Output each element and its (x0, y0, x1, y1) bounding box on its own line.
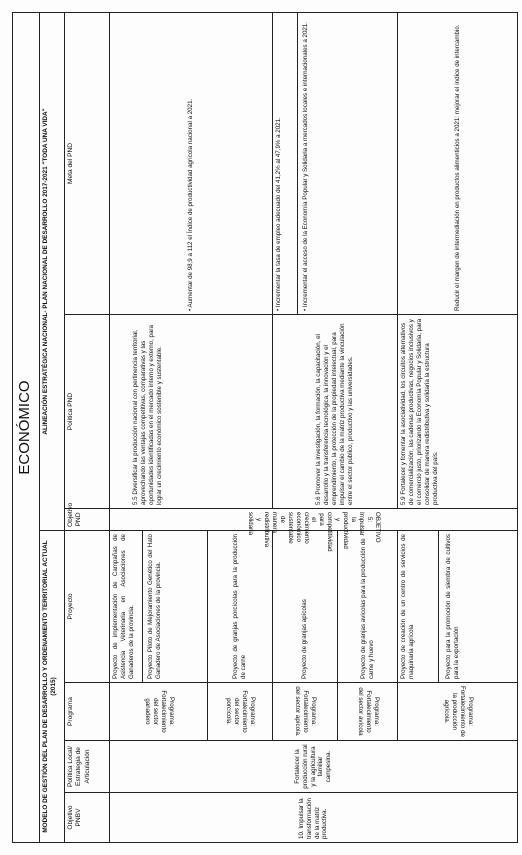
proyecto-agricola-a: Proyecto de creación de un centro de servicios de maquinaria agrícola (400, 534, 415, 679)
col-proyecto: Proyecto (65, 531, 110, 683)
programa-avicola: Programa: Fortalecimiento del sector avícola (356, 687, 380, 736)
proyecto-cell (208, 531, 273, 683)
proyecto-cell (110, 531, 208, 683)
programa-apicola: Programa: Fortalecimiento del sector apícola. (294, 686, 317, 737)
col-politica-pnd: Política PND (65, 315, 110, 509)
programa-cell (398, 683, 518, 741)
politica-pnd-5-6: 5.6 Promover la investigación, la formación, la capacitación, el desarrollo y la transferencia tecnológica, la innovación y el emprendimiento, la protección de la propiedad intelectual, para impulsar el cambio de la matriz productiva mediante la vinculación entre el sector público, productivo y las universidades. (315, 323, 354, 505)
proyecto-ganadero-a: Proyecto de implementación de Campañas de Asistencia Veterinaria en Asociaciones de Ganaderos de la provincia. (112, 534, 135, 679)
politica-local-text: Fortalecer la producción rural y la agricultura familiar campesina. (293, 744, 333, 789)
col-objetivo-pnd: Objetivo PND (65, 509, 110, 531)
programa-porcicola: Programa: Fortalecimiento del sector porcícola. (225, 690, 256, 733)
politica-pnd-cell (398, 315, 518, 509)
objetivo-pnbv-text: 10. Impulsar la transformación de la matriz productiva. (297, 798, 329, 839)
meta-pnd-1: • Aumentar de 98,9 a 112 el Índice de productividad agrícola nacional a 2021. (187, 98, 195, 311)
proyecto-agricola-b: Proyecto para la promoción de siembra de cultivos para la exportación (438, 531, 461, 682)
proyecto-apicola: Proyecto de granjas apícolas (301, 599, 309, 679)
right-header: ALINEACIÓN ESTRATÉGICA NACIONAL- PLAN NACIONAL DE DESARROLLO 2017-2021 "TODA UNA VIDA" (40, 13, 65, 531)
proyecto-ganadero-b: Proyecto Piloto de Mejoramiento Genético del Hato Ganadero de Asociaciones de la provincia. (142, 531, 163, 682)
proyecto-avicola: Proyecto de granjas avícolas para la producción de carne y huevo (359, 538, 375, 679)
proyecto-porcicola: Proyecto de granjas porcícolas para la producción de carne (232, 534, 247, 679)
objetivo-pnbv-cell (110, 793, 518, 843)
programa-cell (273, 683, 338, 741)
meta-pnd-4: Reducir el margen de intermediación en productos alimenticios a 2021: mejorar el índice de intercambio. (453, 24, 461, 311)
programa-ganadero: Programa: Fortalecimiento del sector ganadero (143, 690, 175, 733)
section-title: ECONÓMICO (13, 13, 40, 843)
rotated-table-wrapper (12, 13, 517, 843)
programa-agricola: Programa: Fortalecimiento de la producción agrícola. (442, 686, 474, 737)
politica-pnd-cell (273, 315, 398, 509)
objetivo-pnd-cell (110, 509, 518, 552)
proyecto-cell (273, 531, 338, 683)
col-objetivo-pnbv: Objetivo PNBV (65, 793, 110, 843)
alignment-table (12, 12, 518, 843)
programa-cell (110, 683, 208, 741)
col-meta-pnd: Meta del PND (65, 13, 110, 315)
meta-pnd-3: • Incrementar el acceso de la Economía Popular y Solidaria a mercados locales e internacionales a 2021. (297, 13, 310, 314)
politica-pnd-cell (110, 315, 273, 509)
politica-pnd-5-5: 5.5 Diversificar la producción nacional con pertinencia territorial, aprovechando las ventajas competitivas, comparativas y las oportunidades identificadas en el mercado interno y externo, para lograr un crecimiento económico sostenible y sustentable. (132, 325, 163, 505)
politica-pnd-5-9: 5.9 Fortalecer y fomentar la asociatividad, los circuitos alternativos de comercialización, las cadenas productivas, negocios inclusivos y el comercio justo, priorizando la Economía Popular y Solidaria, para consolidar de manera redistributiva y solidaria la estructura productiva del país. (400, 318, 439, 505)
meta-pnd-cell (398, 13, 518, 315)
meta-pnd-cell (110, 13, 273, 315)
politica-local-cell (110, 741, 518, 793)
programa-cell (338, 683, 398, 741)
col-politica-local: Política Local/ Estrategia de Articulación (65, 741, 110, 793)
col-programa: Programa (65, 683, 110, 741)
meta-pnd-2: • Incrementar la tasa de empleo adecuado del 41,2% al 47,9% a 2021. (275, 117, 282, 311)
programa-cell (208, 683, 273, 741)
left-header: MODELO DE GESTIÓN DEL PLAN DE DESARROLLO Y ORDENAMIENTO TERRITORIAL ACTUAL (2015) (40, 531, 65, 843)
objetivo-pnd-text: OBJETIVO 5: Impulsar la productividad y competitividad para el crecimiento económico sustentable de manera redistributiva y solidaria (246, 512, 381, 552)
meta-pnd-cell (273, 13, 398, 315)
proyecto-cell (398, 531, 518, 683)
proyecto-cell (338, 531, 398, 683)
